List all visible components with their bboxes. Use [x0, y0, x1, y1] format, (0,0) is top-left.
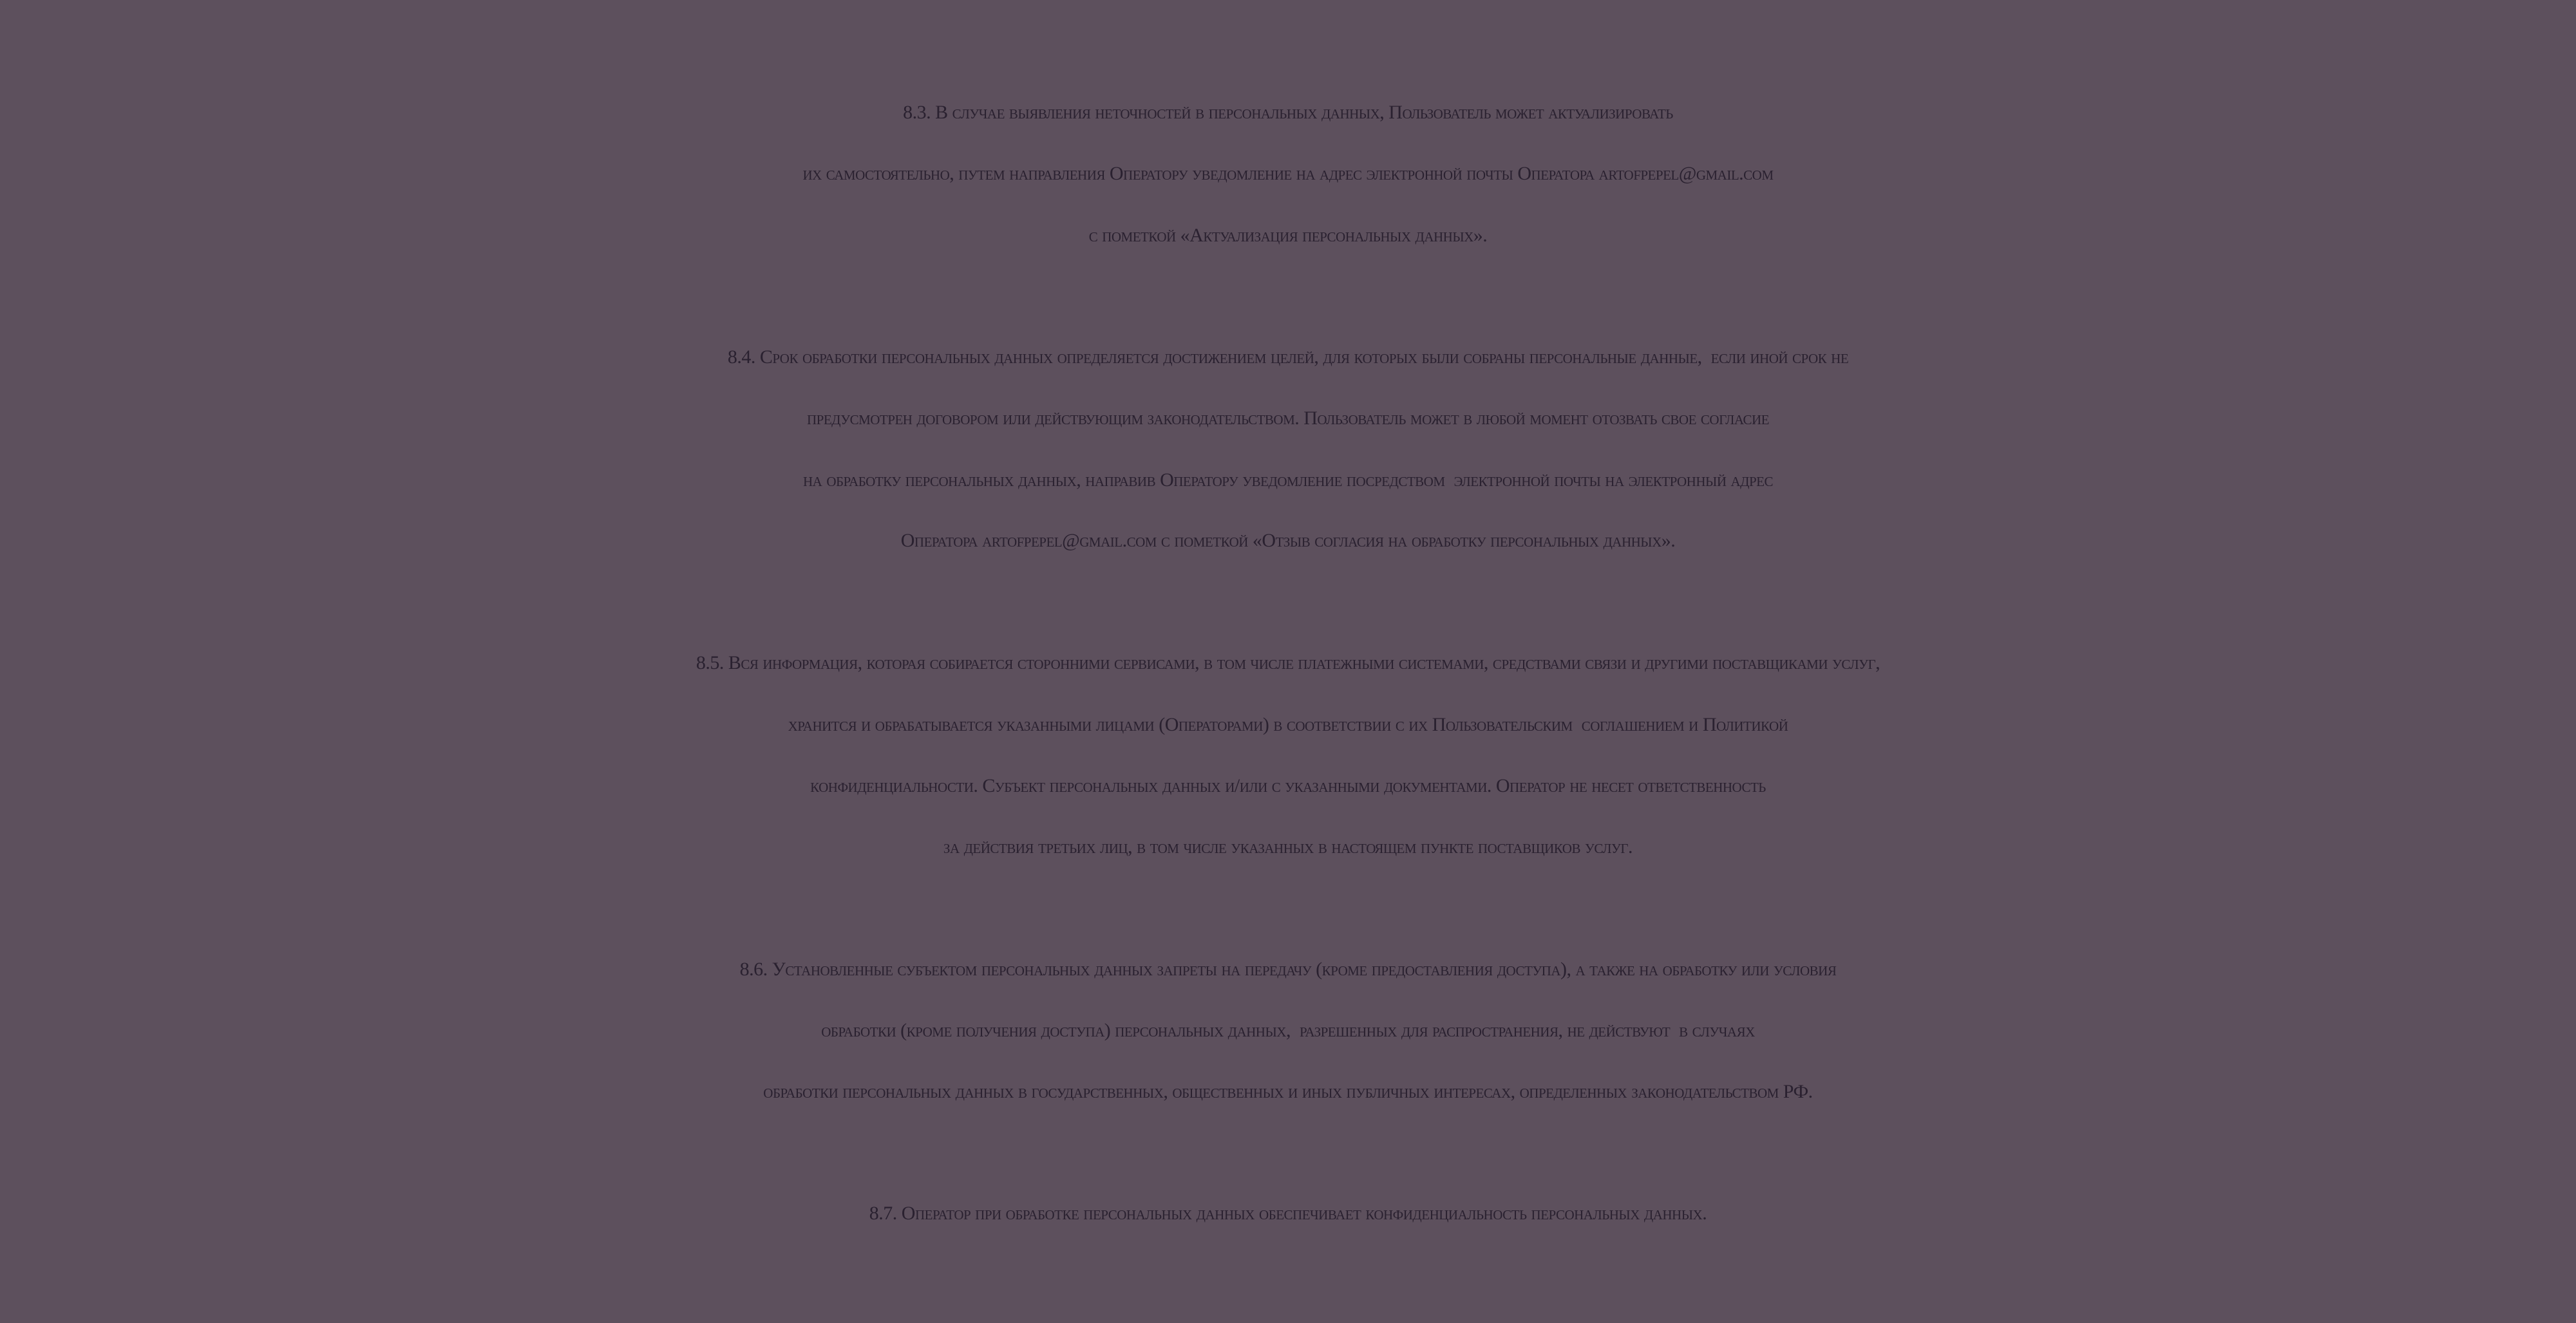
- paragraph-line: 8.6. Установленные субъектом персональных данных запреты на передачу (кроме предоставления доступа), а также на обработку или условия: [739, 959, 1837, 980]
- paragraph-line: обработки персональных данных в государственных, общественных и иных публичных интересах, определенных законодательством РФ.: [763, 1081, 1813, 1102]
- paragraph-line: 8.5. Вся информация, которая собирается сторонними сервисами, в том числе платежными системами, средствами связи и другими поставщиками услуг,: [696, 652, 1880, 673]
- paragraph-line: Оператора artofpepel@gmail.com с пометкой «Отзыв согласия на обработку персональных данных».: [900, 530, 1676, 551]
- paragraph-line: их самостоятельно, путем направления Оператору уведомление на адрес электронной почты Оператора artofpepel@gmail.com: [802, 163, 1774, 184]
- paragraph-line: за действия третьих лиц, в том числе указанных в настоящем пункте поставщиков услуг.: [943, 836, 1633, 858]
- paragraph-line: предусмотрен договором или действующим законодательством. Пользователь может в любой момент отозвать свое согласие: [806, 408, 1770, 429]
- paragraph-line: 8.7. Оператор при обработке персональных данных обеспечивает конфиденциальность персональных данных.: [869, 1203, 1707, 1224]
- paragraph-line: хранится и обрабатывается указанными лицами (Операторами) в соответствии с их Пользовательским соглашением и Политикой: [788, 714, 1788, 735]
- paragraph-line: 8.3. В случае выявления неточностей в персональных данных, Пользователь может актуализировать: [903, 102, 1673, 123]
- paragraph-line: обработки (кроме получения доступа) персональных данных, разрешенных для распространения, не действуют в случаях: [821, 1020, 1755, 1041]
- paragraph-line: 8.4. Срок обработки персональных данных определяется достижением целей, для которых были собраны персональные данные, если иной срок не: [727, 346, 1849, 368]
- paragraph-line: с пометкой «Актуализация персональных данных».: [1088, 225, 1488, 246]
- paragraph-line: на обработку персональных данных, направив Оператору уведомление посредством электронной почты на электронный адрес: [803, 469, 1773, 491]
- paragraph-line: конфиденциальности. Субъект персональных данных и/или с указанными документами. Оператор не несет ответственность: [810, 775, 1766, 796]
